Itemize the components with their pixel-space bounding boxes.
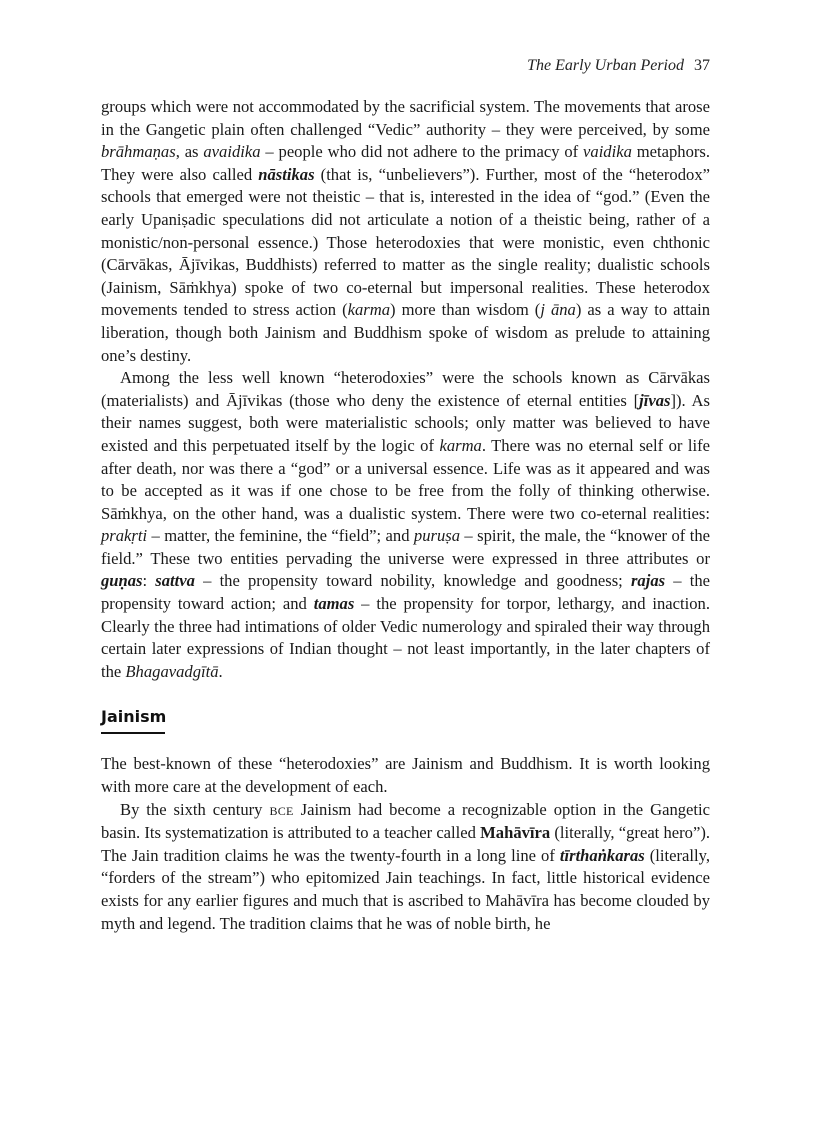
paragraph (101, 96, 710, 367)
paragraph (101, 799, 710, 936)
bold-italic-term: nāstikas (258, 164, 315, 184)
text-run: – the propensity toward nobility, knowledge and goodness; (194, 571, 631, 591)
bold-italic-term: tamas (313, 594, 355, 614)
text-run: (literally, “great hero”). The Jain tradition claims he was the twenty-fourth in a long line of (101, 823, 711, 865)
text-run: – the propensity toward action; and (101, 571, 710, 614)
text-run: . (218, 661, 223, 681)
italic-term: karma (347, 300, 391, 320)
text-run: metaphors. They were also called (101, 142, 711, 184)
section-heterodoxies-text (101, 96, 710, 683)
small-caps-abbrev: BCE (269, 803, 294, 818)
text-run: ) more than wisdom ( (390, 300, 541, 320)
text-run: Jainism had become a recognizable option in the Gangetic basin. Its systematization is attributed to a teacher called (101, 799, 711, 843)
italic-term: Bhagavadgītā (125, 661, 219, 681)
text-run: The best-known of these “heterodoxies” are Jainism and Buddhism. It is worth looking with more care at the development of each. (101, 754, 710, 797)
text-run: Among the less well known “heterodoxies” were the schools known as Cārvākas (materialists) and Ājīvikas (those who deny the existence of eternal entities [ (101, 368, 710, 410)
text-run: By the sixth century (120, 799, 270, 819)
text-run: ) as a way to attain liberation, though both Jainism and Buddhism spoke of wisdom as prelude to attaining one’s destiny. (101, 300, 710, 365)
text-run: – the propensity for torpor, lethargy, and inaction. Clearly the three had intimations of older Vedic numerology and spiraled their way through certain later expressions of Indian thought – not least importantly, in the later chapters of the (101, 594, 710, 681)
section-heading-rule (101, 732, 165, 734)
text-run: groups which were not accommodated by the sacrificial system. The movements that arose in the Gangetic plain often challenged “Vedic” authority – they were perceived, by some (101, 97, 710, 139)
text-run: ]). As their names suggest, both were materialistic schools; only matter was believed to have existed and this perpetuated itself by the logic of (101, 390, 710, 455)
text-run: – spirit, the male, the “knower of the field.” These two entities pervading the universe were expressed in three attributes or (101, 526, 710, 568)
paragraph (101, 753, 710, 798)
italic-term: prakṛti (101, 526, 148, 546)
page-number: 37 (694, 57, 710, 74)
bold-term: Mahāvīra (480, 823, 551, 843)
italic-term: vaidika (583, 142, 632, 162)
text-run: – matter, the feminine, the “field”; and (147, 526, 414, 546)
bold-italic-term: rajas (630, 571, 666, 591)
section-heading-jainism (101, 706, 166, 734)
text-run: (literally, “forders of the stream”) who epitomized Jain teachings. In fact, little historical evidence exists for any earlier figures and much that is ascribed to Mahāvīra has become clouded by myth and legend. The tradition claims that he was of noble birth, he (101, 845, 710, 933)
page-body (101, 96, 710, 935)
text-run: , as (175, 142, 204, 162)
text-run: . There was no eternal self or life after death, nor was there a “god” or a universal essence. Life was as it appeared and was to be accepted as it was if one chose to be free from the folly of thinking otherwise. Sāṁkhya, on the other hand, was a dualistic system. There were two co-eternal realities: (101, 435, 710, 523)
running-head (527, 57, 710, 75)
italic-term: brāhmaṇas (101, 142, 176, 162)
text-run: : (142, 571, 156, 591)
bold-italic-term: sattva (155, 571, 195, 591)
italic-term: avaidika (203, 142, 261, 162)
bold-italic-term: jīvas (639, 390, 671, 410)
text-run: – people who did not adhere to the primacy of (260, 142, 584, 162)
section-heading-text: Jainism (101, 707, 167, 727)
bold-italic-term: tīrthaṅkaras (559, 845, 645, 865)
italic-term: j āna (540, 300, 576, 320)
running-head-title: The Early Urban Period (527, 57, 684, 74)
text-run: (that is, “unbelievers”). Further, most of the “heterodox” schools that emerged were not theistic – that is, interested in the idea of “god.” (Even the early Upaniṣadic speculations did not articulate a notion of a theistic being, rather of a monistic/non-personal essence.) Those heterodoxies that were monistic, even chthonic (Cārvākas, Ājīvikas, Buddhists) referred to matter as the single reality; dualistic schools (Jainism, Sāṁkhya) spoke of two co-eternal but impersonal realities. These heterodox movements tended to stress action ( (101, 164, 710, 320)
paragraph (101, 367, 710, 683)
italic-term: karma (439, 435, 482, 455)
italic-term: puruṣa (413, 526, 461, 546)
section-jainism-text (101, 753, 710, 935)
bold-italic-term: guṇas (101, 571, 143, 591)
